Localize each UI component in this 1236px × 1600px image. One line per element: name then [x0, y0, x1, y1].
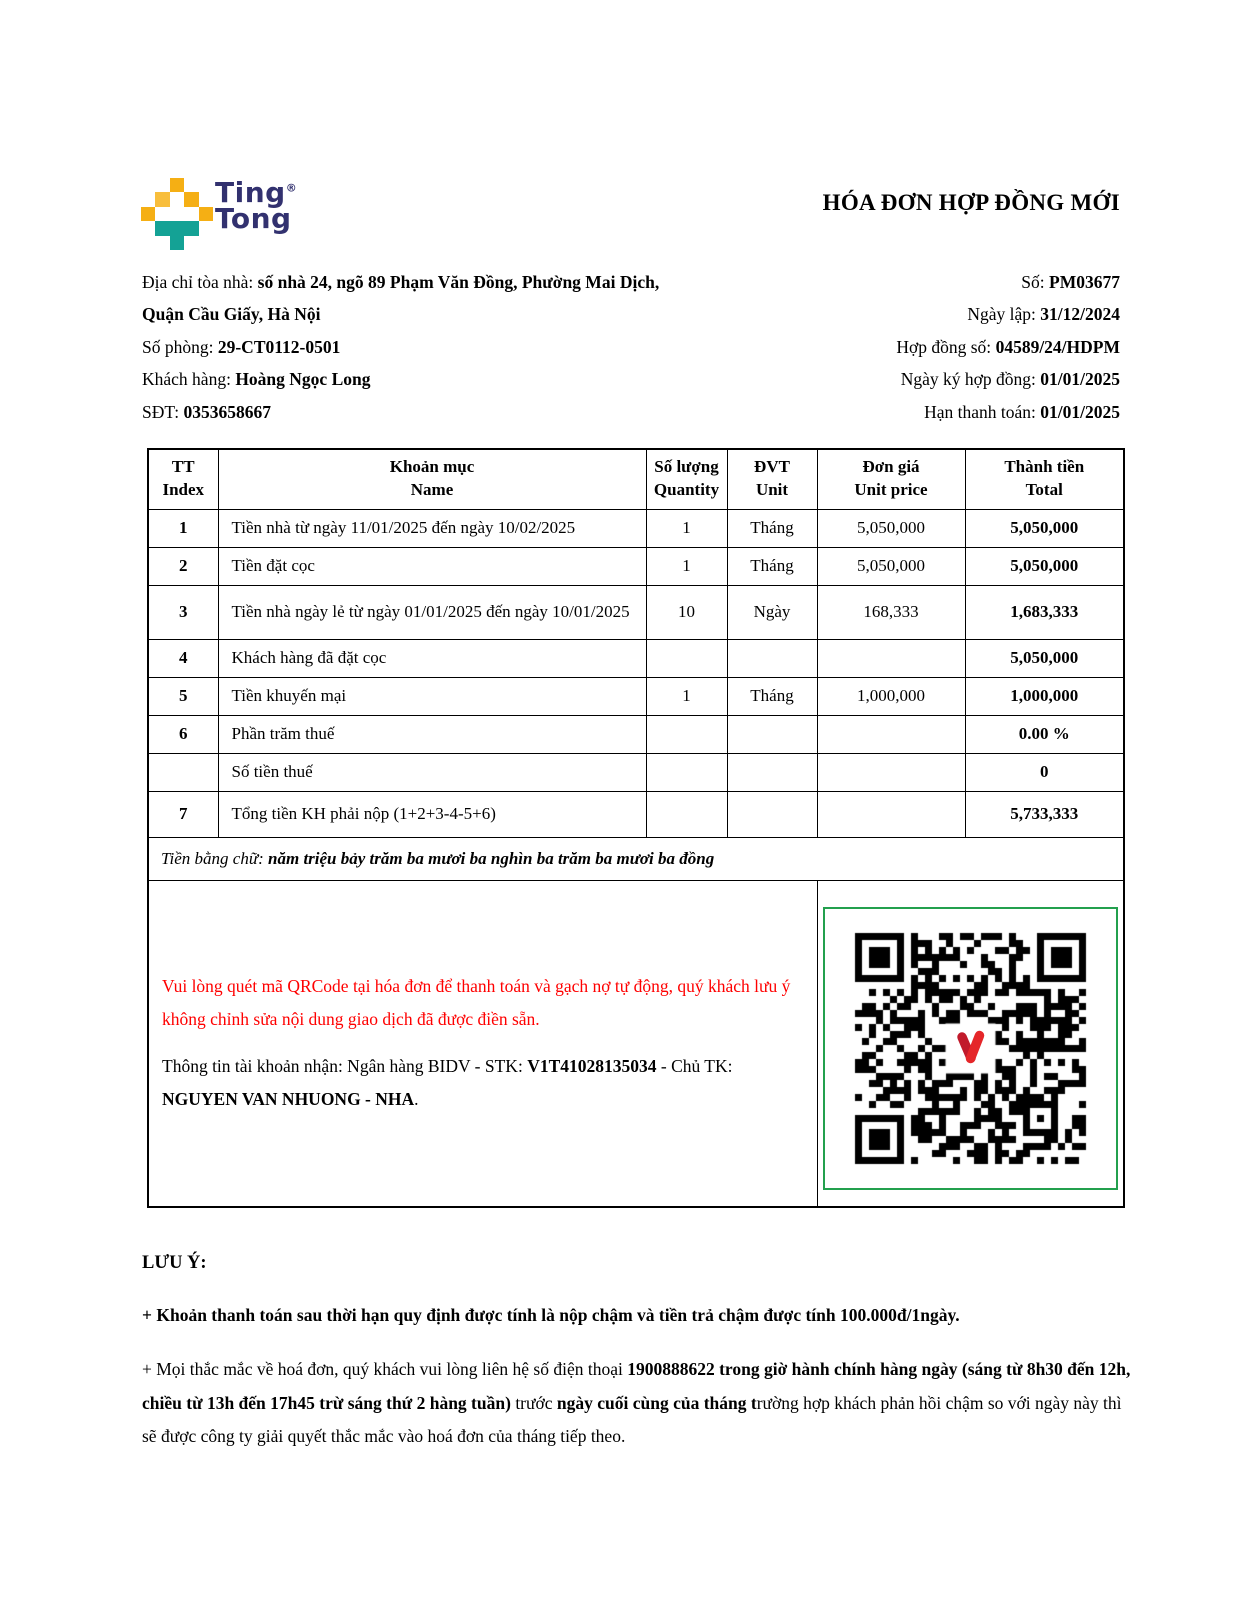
row-unit	[727, 639, 817, 677]
tingtong-logo	[141, 178, 471, 258]
amount-in-words-value: năm triệu bảy trăm ba mươi ba nghìn ba trăm ba mươi ba đồng	[268, 848, 715, 868]
row-name: Tổng tiền KH phải nộp (1+2+3-4-5+6)	[218, 791, 646, 837]
logo-pixel	[199, 207, 213, 221]
row-unit: Tháng	[727, 677, 817, 715]
customer-name-value: Hoàng Ngọc Long	[235, 369, 371, 390]
row-total: 5,733,333	[965, 791, 1124, 837]
header-name-vi: Khoản mục	[389, 457, 475, 477]
logo-pixel	[141, 207, 155, 221]
row-price: 1,000,000	[817, 677, 965, 715]
row-qty: 1	[646, 677, 727, 715]
row-name: Số tiền thuế	[218, 753, 646, 791]
customer-info	[142, 266, 670, 428]
row-index: 6	[148, 715, 218, 753]
row-price: 168,333	[817, 585, 965, 639]
header-index	[148, 449, 218, 509]
row-index: 4	[148, 639, 218, 677]
phone-line	[142, 396, 670, 428]
room-number-value: 29-CT0112-0501	[217, 336, 341, 357]
row-qty: 1	[646, 509, 727, 547]
row-name: Tiền nhà ngày lẻ từ ngày 01/01/2025 đến ngày 10/01/2025	[218, 585, 646, 639]
header-unit-price-vi: Đơn giá	[862, 457, 920, 477]
logo-pixel	[155, 221, 198, 235]
row-name: Tiền nhà từ ngày 11/01/2025 đến ngày 10/02/2025	[218, 509, 646, 547]
payment-due-line	[700, 396, 1120, 428]
amount-in-words-row	[148, 837, 1124, 880]
logo-pixel	[170, 178, 184, 192]
header-total-vi: Thành tiền	[1004, 457, 1085, 477]
qr-code-cell	[817, 880, 1124, 1207]
account-info-text	[162, 1050, 801, 1116]
contract-sign-date-value: 01/01/2025	[1040, 369, 1120, 390]
row-name: Khách hàng đã đặt cọc	[218, 639, 646, 677]
invoice-number-line	[700, 266, 1120, 298]
invoice-number-value: PM03677	[1049, 272, 1120, 292]
table-row	[148, 677, 1124, 715]
header-quantity-en: Quantity	[653, 480, 720, 500]
hotline-note-p1: + Mọi thắc mắc về hoá đơn, quý khách vui lòng liên hệ số điện thoại	[142, 1359, 628, 1379]
row-index: 1	[148, 509, 218, 547]
header-name-en: Name	[410, 480, 454, 500]
building-address-label: Địa chỉ tòa nhà:	[142, 272, 258, 292]
qr-warning-text: Vui lòng quét mã QRCode tại hóa đơn để thanh toán và gạch nợ tự động, quý khách lưu ý không chỉnh sửa nội dung giao dịch đã được điền sẵn.	[162, 976, 791, 1030]
payment-due-label: Hạn thanh toán:	[924, 401, 1041, 422]
row-total: 5,050,000	[965, 509, 1124, 547]
row-price	[817, 753, 965, 791]
brand-line1: Ting	[215, 176, 286, 209]
row-name: Tiền đặt cọc	[218, 547, 646, 585]
row-qty	[646, 639, 727, 677]
row-unit: Tháng	[727, 509, 817, 547]
header-total-en: Total	[1025, 480, 1063, 500]
row-unit: Tháng	[727, 547, 817, 585]
building-address-value: số nhà 24, ngõ 89 Phạm Văn Đồng, Phường Mai Dịch, Quận Cầu Giấy, Hà Nội	[142, 272, 660, 325]
row-price	[817, 791, 965, 837]
amount-in-words-label: Tiền bằng chữ:	[161, 848, 269, 868]
row-total: 5,050,000	[965, 639, 1124, 677]
row-price: 5,050,000	[817, 547, 965, 585]
table-row	[148, 715, 1124, 753]
contract-sign-date-line	[700, 363, 1120, 395]
qr-code-frame	[823, 907, 1119, 1190]
invoice-meta	[700, 266, 1120, 428]
row-qty	[646, 753, 727, 791]
room-number-line	[142, 331, 670, 363]
header-index-vi: TT	[171, 457, 195, 477]
tingtong-logo-icon	[141, 178, 213, 250]
vietqr-v-icon	[947, 1025, 993, 1071]
row-unit	[727, 753, 817, 791]
table-row	[148, 753, 1124, 791]
row-total: 1,683,333	[965, 585, 1124, 639]
hotline-note	[142, 1353, 1132, 1454]
row-price: 5,050,000	[817, 509, 965, 547]
amount-in-words-cell	[148, 837, 1124, 880]
account-suffix: .	[414, 1089, 419, 1110]
header-total	[965, 449, 1124, 509]
row-total: 5,050,000	[965, 547, 1124, 585]
row-index: 7	[148, 791, 218, 837]
table-row	[148, 791, 1124, 837]
header-unit	[727, 449, 817, 509]
document-title: HÓA ĐƠN HỢP ĐỒNG MỚI	[822, 190, 1120, 215]
issue-date-label: Ngày lập:	[967, 304, 1041, 325]
row-qty: 10	[646, 585, 727, 639]
phone-label: SĐT:	[142, 401, 184, 422]
header-unit-price-en: Unit price	[854, 480, 928, 500]
contract-sign-date-label: Ngày ký hợp đồng:	[900, 369, 1041, 390]
header-quantity	[646, 449, 727, 509]
invoice-number-label: Số:	[1021, 272, 1050, 292]
header-unit-vi: ĐVT	[754, 457, 790, 477]
row-total: 1,000,000	[965, 677, 1124, 715]
account-number: V1T41028135034	[527, 1056, 657, 1077]
row-name: Phần trăm thuế	[218, 715, 646, 753]
late-payment-note: + Khoản thanh toán sau thời hạn quy định được tính là nộp chậm và tiền trả chậm được tính 100.000đ/1ngày.	[142, 1305, 960, 1325]
registered-mark: ®	[285, 181, 298, 195]
table-row	[148, 509, 1124, 547]
notes-heading: LƯU Ý:	[142, 1253, 207, 1273]
qr-section-row	[148, 880, 1124, 1207]
row-unit: Ngày	[727, 585, 817, 639]
logo-pixel	[170, 236, 184, 250]
payment-instructions-cell	[148, 880, 817, 1207]
building-address-line	[142, 266, 670, 331]
hotline-note-p5: rường hợp khách phản hồi chậm so với ngày này thì sẽ được công ty giải quyết thắc mắc vào hoá đơn của tháng tiếp theo.	[142, 1392, 1122, 1446]
header-quantity-vi: Số lượng	[654, 457, 719, 477]
issue-date-value: 31/12/2024	[1040, 304, 1120, 325]
header-index-en: Index	[162, 480, 205, 500]
row-unit	[727, 715, 817, 753]
hotline-note-p3: trước	[510, 1392, 557, 1413]
phone-value: 0353658667	[183, 401, 271, 422]
brand-wordmark	[215, 176, 298, 236]
logo-pixel	[184, 192, 198, 206]
qr-code	[853, 931, 1088, 1166]
table-row	[148, 585, 1124, 639]
header-unit-en: Unit	[755, 480, 789, 500]
row-index	[148, 753, 218, 791]
issue-date-line	[700, 298, 1120, 330]
row-index: 2	[148, 547, 218, 585]
row-total: 0.00 %	[965, 715, 1124, 753]
row-qty	[646, 791, 727, 837]
contract-number-value: 04589/24/HDPM	[995, 336, 1120, 357]
logo-pixel	[155, 192, 169, 206]
header-name	[218, 449, 646, 509]
header-unit-price	[817, 449, 965, 509]
account-holder: NGUYEN VAN NHUONG - NHA	[162, 1089, 415, 1110]
table-header-row	[148, 449, 1124, 509]
row-qty	[646, 715, 727, 753]
row-price	[817, 639, 965, 677]
hotline-note-p4: ngày cuối cùng của tháng t	[556, 1392, 757, 1413]
account-prefix: Thông tin tài khoản nhận: Ngân hàng BIDV - STK:	[162, 1056, 528, 1077]
invoice-table	[147, 448, 1125, 1208]
payment-due-value: 01/01/2025	[1040, 401, 1120, 422]
row-unit	[727, 791, 817, 837]
row-price	[817, 715, 965, 753]
customer-name-line	[142, 363, 670, 395]
row-index: 3	[148, 585, 218, 639]
account-mid: - Chủ TK:	[656, 1056, 733, 1077]
row-qty: 1	[646, 547, 727, 585]
table-row	[148, 639, 1124, 677]
brand-line2: Tong	[215, 202, 292, 236]
row-total: 0	[965, 753, 1124, 791]
hotline-note-p2: 1900888622 trong giờ hành chính hàng ngày (sáng từ 8h30 đến 12h, chiều từ 13h đến 17h45 trừ sáng thứ 2 hàng tuần)	[142, 1359, 1131, 1413]
contract-number-label: Hợp đồng số:	[896, 336, 996, 357]
table-row	[148, 547, 1124, 585]
contract-number-line	[700, 331, 1120, 363]
footer-notes	[142, 1253, 1132, 1454]
row-name: Tiền khuyến mại	[218, 677, 646, 715]
customer-name-label: Khách hàng:	[142, 369, 236, 390]
row-index: 5	[148, 677, 218, 715]
room-number-label: Số phòng:	[142, 336, 218, 357]
